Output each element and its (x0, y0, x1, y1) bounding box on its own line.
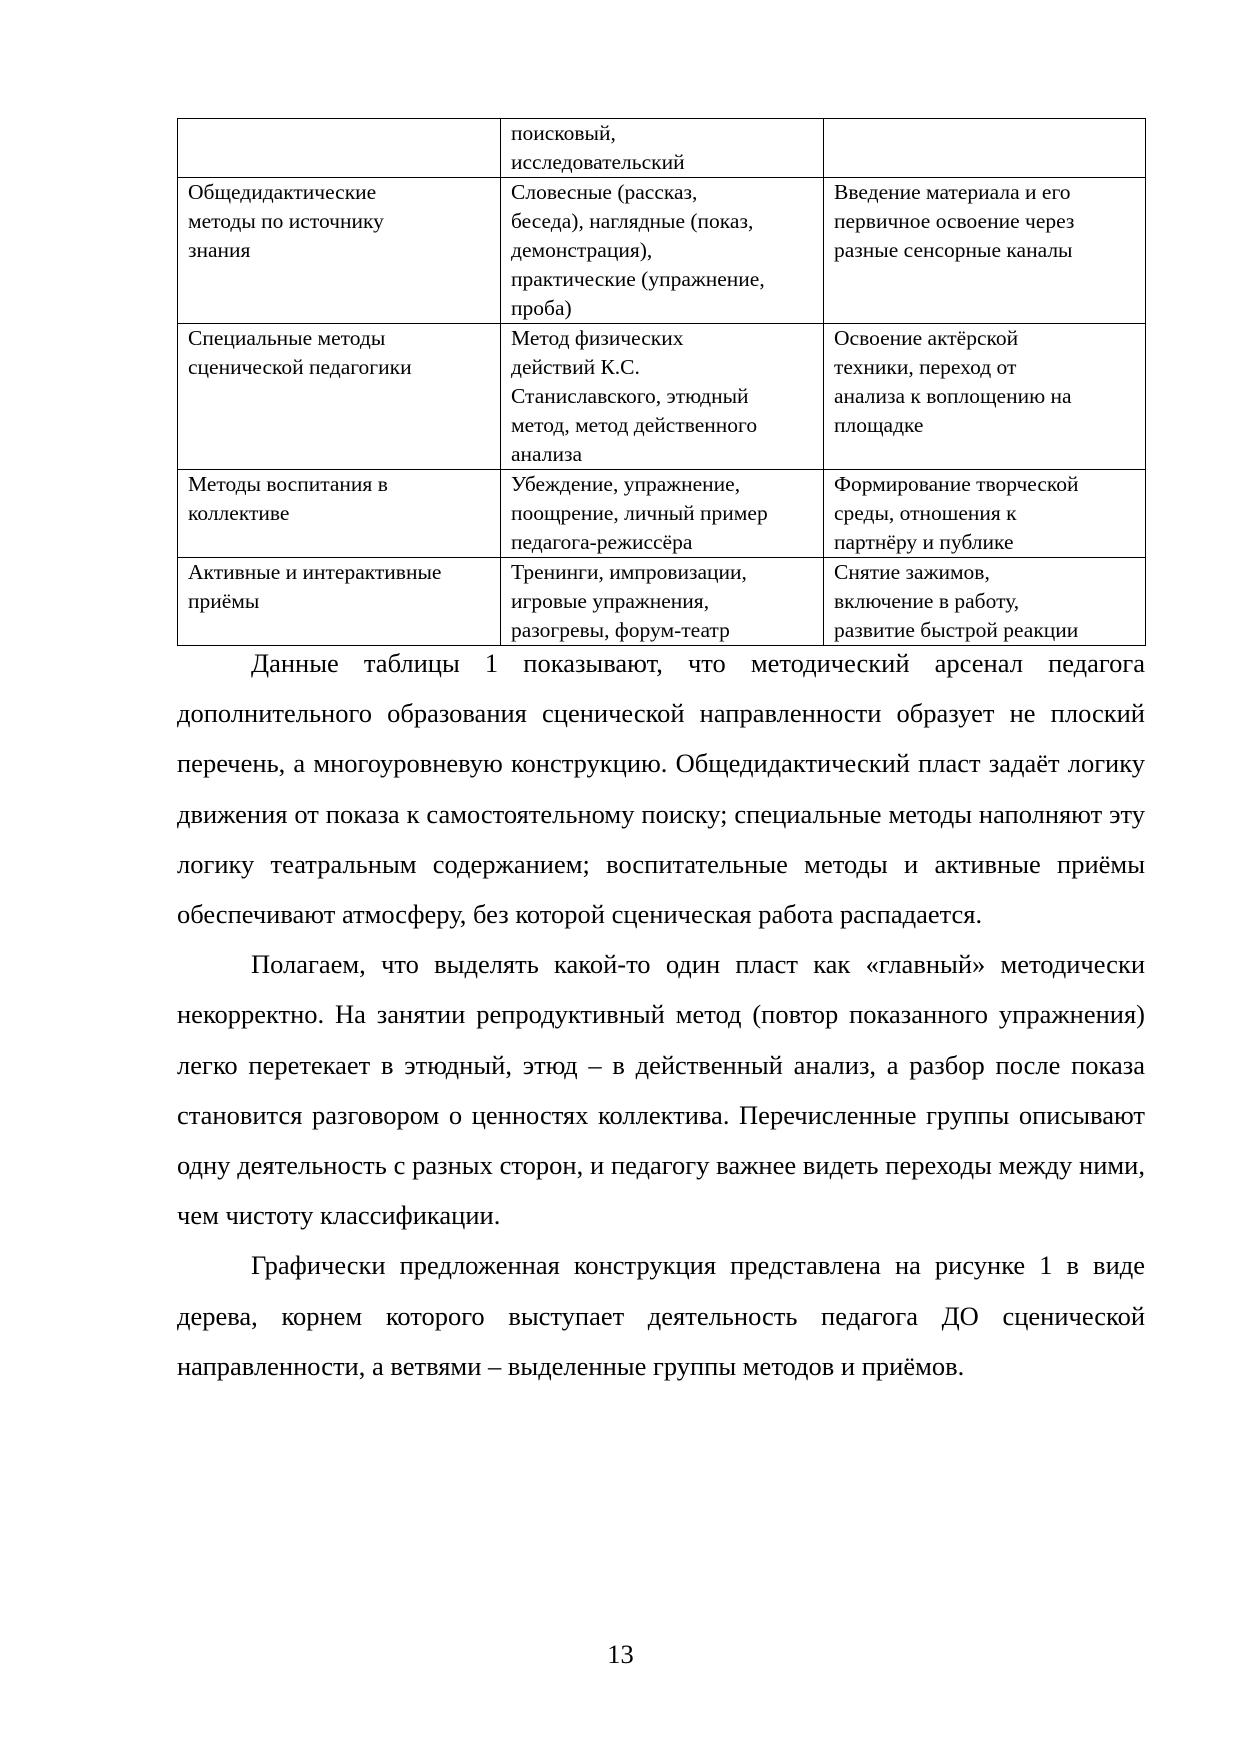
table-cell-methods: Словесные (рассказ, беседа), наглядные (показ, демонстрация), практические (упражнение, проба) (501, 178, 824, 324)
table-cell-methods: Убеждение, упражнение, поощрение, личный пример педагога-режиссёра (501, 470, 824, 558)
table-row (178, 324, 1146, 470)
paragraph: Данные таблицы 1 показывают, что методический арсенал педагога дополнительного образования сценической направленности образует не плоский перечень, а многоуровневую конструкцию. Общедидактический пласт задаёт логику движения от показа к самостоятельному поиску; специальные методы наполняют эту логику театральным содержанием; воспитательные методы и активные приёмы обеспечивают атмосферу, без которой сценическая работа распадается. (177, 648, 1145, 930)
page-number: 13 (607, 1639, 634, 1669)
paragraph: Графически предложенная конструкция представлена на рисунке 1 в виде дерева, корнем которого выступает деятельность педагога ДО сценической направленности, а ветвями – выделенные группы методов и приёмов. (177, 1250, 1145, 1381)
table-cell-group (178, 119, 501, 178)
table-row (178, 558, 1146, 646)
table-cell-purpose: Освоение актёрской техники, переход от анализа к воплощению на площадке (824, 324, 1146, 470)
table-cell-methods: Тренинги, импровизации, игровые упражнения, разогревы, форум-театр (501, 558, 824, 646)
table-cell-group: Общедидактические методы по источнику знания (178, 178, 501, 324)
table-cell-purpose: Введение материала и его первичное освоение через разные сенсорные каналы (824, 178, 1146, 324)
methods-table (177, 118, 1146, 646)
table-cell-methods: поисковый, исследовательский (501, 119, 824, 178)
body-text (177, 638, 1145, 1391)
table-cell-group: Методы воспитания в коллективе (178, 470, 501, 558)
table-cell-purpose: Снятие зажимов, включение в работу, развитие быстрой реакции (824, 558, 1146, 646)
table-cell-methods: Метод физических действий К.С. Станиславского, этюдный метод, метод действенного анализа (501, 324, 824, 470)
table-cell-group: Активные и интерактивные приёмы (178, 558, 501, 646)
table-row (178, 119, 1146, 178)
table-cell-purpose (824, 119, 1146, 178)
paragraph: Полагаем, что выделять какой-то один пласт как «главный» методически некорректно. На занятии репродуктивный метод (повтор показанного упражнения) легко перетекает в этюдный, этюд – в действенный анализ, а разбор после показа становится разговором о ценностях коллектива. Перечисленные группы описывают одну деятельность с разных сторон, и педагогу важнее видеть переходы между ними, чем чистоту классификации. (177, 949, 1145, 1231)
table-row (178, 178, 1146, 324)
table-cell-purpose: Формирование творческой среды, отношения к партнёру и публике (824, 470, 1146, 558)
table-row (178, 470, 1146, 558)
table-cell-group: Специальные методы сценической педагогики (178, 324, 501, 470)
